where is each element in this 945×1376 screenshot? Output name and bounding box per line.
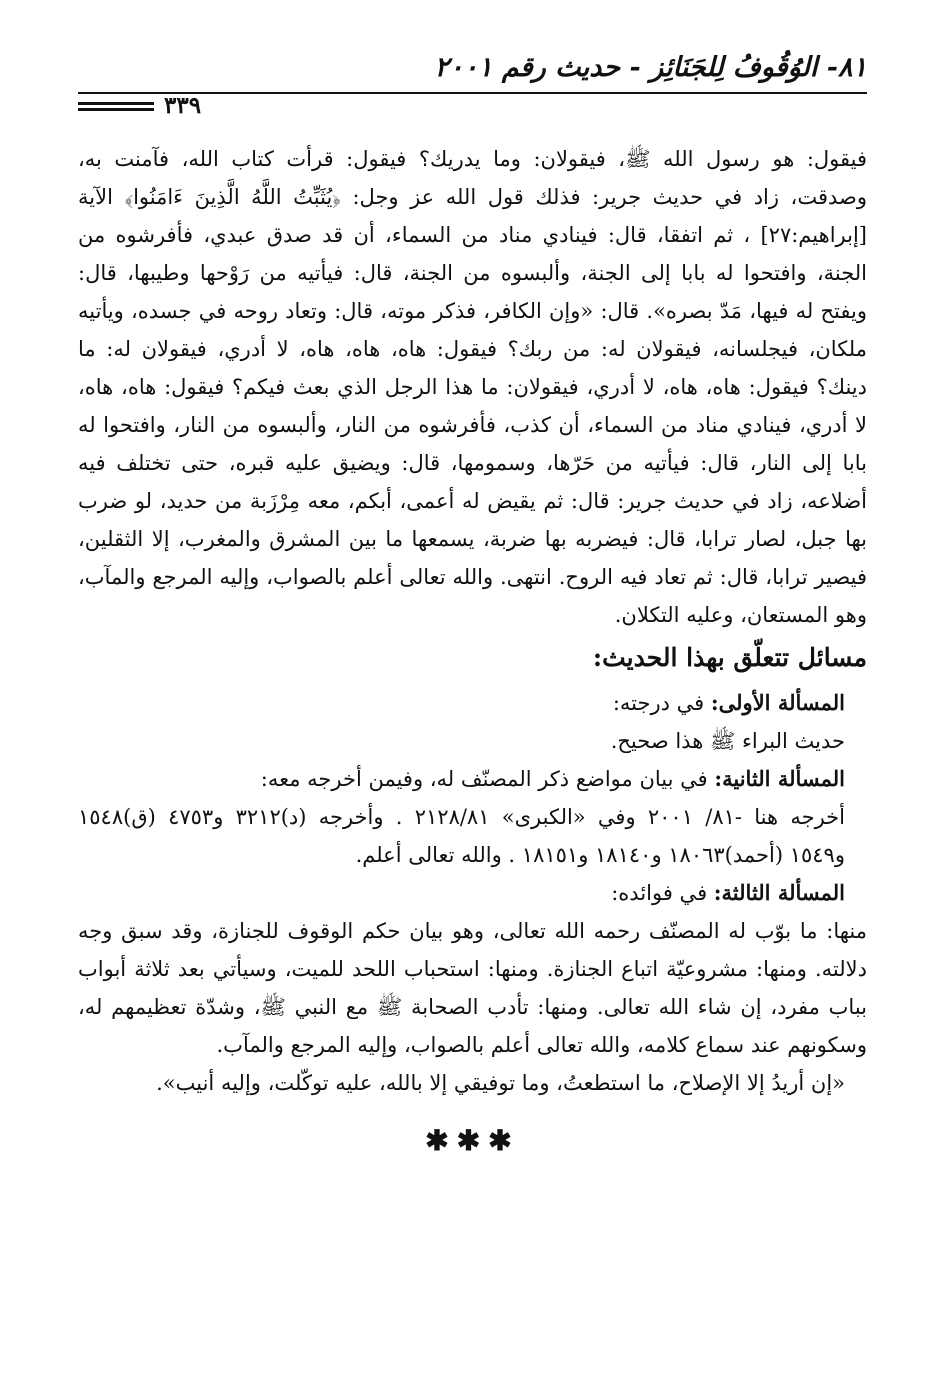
body-text	[78, 140, 867, 1160]
issue-1-label: المسألة الأولى:	[710, 690, 845, 715]
section-heading: مسائل تتعلّق بهذا الحديث:	[592, 643, 867, 672]
issue-2-text: أخرجه هنا -٨١/ ٢٠٠١ وفي «الكبرى» ٢١٢٨/٨١ . وأخرجه (د)٣٢١٢ و٤٧٥٣ (ق)١٥٤٨ و١٥٤٩ (أحمد)١٨٠٦٣ و١٨١٤٠ و١٨١٥١ . والله تعالى أعلم.	[78, 805, 845, 867]
closing-quote: «إن أريدُ إلا الإصلاح، ما استطعتُ، وما توفيقي إلا بالله، عليه توكّلت، وإليه أنيب».	[156, 1071, 845, 1095]
hadith-paragraph: فيقول: هو رسول الله ﷺ، فيقولان: وما يدريك؟ فيقول: قرأت كتاب الله، فآمنت به، وصدقت، زاد في حديث جرير: فذلك قول الله عز وجل: ﴿يُثَبِّتُ اللَّهُ الَّذِينَ ءَامَنُوا﴾ الآية [إبراهيم:٢٧] ، ثم اتفقا، قال: فينادي مناد من السماء، أن قد صدق عبدي، فأفرشوه من الجنة، وافتحوا له بابا إلى الجنة، وألبسوه من الجنة، قال: فيأتيه من رَوْحها وطيبها، قال: ويفتح له فيها، مَدّ بصره». قال: «وإن الكافر، فذكر موته، قال: وتعاد روحه في جسده، ويأتيه ملكان، فيجلسانه، فيقولان له: من ربك؟ فيقول: هاه، هاه، هاه، لا أدري، فيقولان له: ما دينك؟ فيقول: هاه، هاه، لا أدري، فيقولان: ما هذا الرجل الذي بعث فيكم؟ فيقول: هاه، هاه، لا أدري، فينادي مناد من السماء، أن كذب، فأفرشوه من النار، وألبسوه من النار، وافتحوا له بابا إلى النار، قال: فيأتيه من حَرّها، وسمومها، قال: ويضيق عليه قبره، حتى تختلف فيه أضلاعه، زاد في حديث جرير: قال: ثم يقيض له أعمى، أبكم، معه مِرْزَبة من حديد، لو ضرب بها جبل، لصار ترابا، قال: فيضربه بها ضربة، يسمعها ما بين المشرق والمغرب، إلا الثقلين، فيصير ترابا، قال: ثم تعاد فيه الروح. انتهى. والله تعالى أعلم بالصواب، وإليه المرجع والمآب، وهو المستعان، وعليه التكلان.	[78, 147, 867, 627]
issue-1-title: في درجته:	[612, 691, 705, 715]
book-page	[78, 52, 867, 1346]
issue-1-text: حديث البراء ﷺ هذا صحيح.	[610, 729, 845, 753]
page-header	[78, 52, 867, 119]
issue-3-label: المسألة الثالثة:	[713, 880, 845, 905]
issue-2-title: في بيان مواضع ذكر المصنّف له، وفيمن أخرجه معه:	[260, 767, 708, 791]
running-title: ٨١- الوُقُوفُ لِلجَنَائِز - حديث رقم ٢٠٠١	[434, 52, 867, 83]
header-ornament-line	[78, 102, 154, 112]
section-end-stars: ✱✱✱	[425, 1124, 520, 1157]
issue-3-text: منها: ما بوّب له المصنّف رحمه الله تعالى، وهو بيان حكم الوقوف للجنازة، وقد سبق وجه دلالته. ومنها: مشروعيّة اتباع الجنازة. ومنها: استحباب اللحد للميت، وسيأتي بعد ثلاثة أبواب بباب مفرد، إن شاء الله تعالى. ومنها: تأدب الصحابة ﷺ مع النبي ﷺ، وشدّة تعظيمهم له، وسكونهم عند سماع كلامه، والله تعالى أعلم بالصواب، وإليه المرجع والمآب.	[78, 919, 867, 1057]
issue-3-title: في فوائده:	[611, 881, 708, 905]
issue-2-label: المسألة الثانية:	[714, 766, 845, 791]
issue-2-heading	[78, 760, 867, 798]
issue-3-heading	[78, 874, 867, 912]
page-number: ٣٣٩	[164, 92, 202, 119]
issue-1-heading	[78, 684, 867, 722]
